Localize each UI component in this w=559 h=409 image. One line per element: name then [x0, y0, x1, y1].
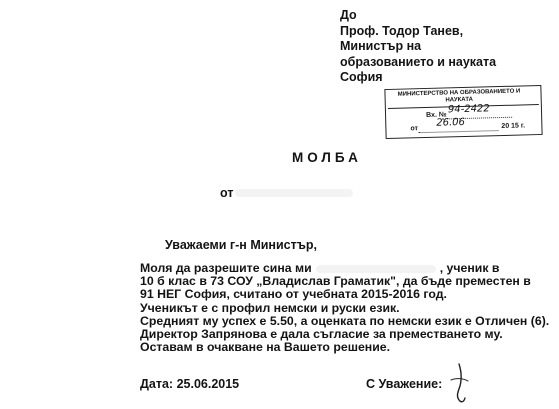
stamp-date-line: [419, 130, 499, 133]
body-line: Ученикът е с профил немски и руски език.: [140, 300, 400, 315]
body-line: Директор Запрянова е дала съгласие за преместването му.: [140, 326, 503, 341]
stamp-date-value: 26.06: [436, 116, 466, 129]
greeting: Уважаеми г-н Министър,: [165, 238, 317, 252]
registration-stamp: [384, 85, 542, 139]
stamp-number-label: Вх. №: [425, 111, 447, 119]
addressee-line: До: [340, 8, 357, 22]
body-line: Средният му успех е 5.50, а оценката по немски език е Отличен (6).: [140, 313, 550, 328]
handwritten-signature: [445, 360, 475, 406]
redacted-name: [235, 189, 353, 197]
body-line: 10 б клас в 73 СОУ „Владислав Граматик", да бъде преместен в: [140, 274, 531, 289]
letter-body: [140, 262, 549, 354]
stamp-year: 20 15 г.: [501, 122, 526, 131]
from-label: от: [220, 186, 234, 200]
stamp-date-label: от: [410, 125, 419, 133]
body-line-text: , ученик в: [439, 261, 500, 275]
signature-label: С Уважение:: [366, 377, 443, 391]
document-heading: МОЛБА: [292, 150, 362, 165]
addressee-line: София: [340, 70, 383, 84]
addressee-block: [340, 8, 496, 86]
addressee-line: Проф. Тодор Танев,: [340, 23, 464, 38]
stamp-number-value: 94-2422: [447, 103, 490, 116]
body-line: Оставам в очакване на Вашето решение.: [140, 340, 391, 355]
addressee-line: образованието и науката: [340, 54, 497, 69]
stamp-title: МИНИСТЕРСТВО НА ОБРАЗОВАНИЕТО И НАУКАТА: [397, 88, 521, 104]
redacted-name: [316, 265, 436, 273]
body-line: 91 НЕГ София, считано от учебната 2015-2016 год.: [140, 287, 447, 302]
document-date: Дата: 25.06.2015: [140, 377, 240, 391]
addressee-line: Министър на: [340, 39, 422, 53]
body-line-text: Моля да разрешите сина ми: [140, 261, 312, 275]
